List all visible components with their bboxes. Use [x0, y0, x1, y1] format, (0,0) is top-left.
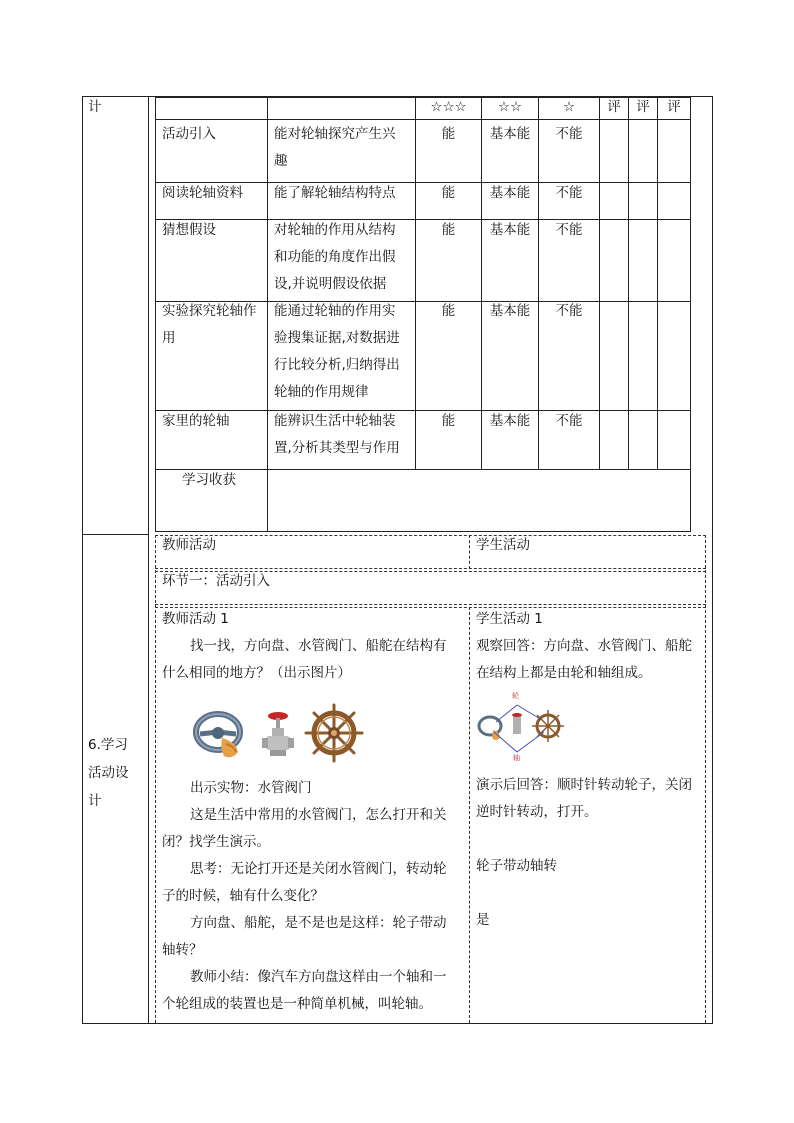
header-three-stars: ☆☆☆: [430, 99, 467, 115]
header-eval-1: 评: [607, 99, 621, 115]
steering-wheel-icon: [192, 704, 252, 762]
eval-line-7: [155, 531, 690, 532]
teacher-line: 教师小结：像汽车方向盘这样由一个轴和一: [190, 969, 447, 985]
row-name: 猜想假设: [162, 222, 216, 238]
row-desc: 行比较分析,归纳得出: [274, 357, 400, 373]
row-desc: 能对轮轴探究产生兴: [274, 126, 396, 142]
rating-basic: 基本能: [489, 413, 531, 429]
eval-vline-0: [155, 97, 156, 532]
rating-poor: 不能: [555, 126, 583, 142]
outer-left-border: [82, 96, 83, 1024]
teacher-header: 教师活动: [162, 537, 216, 553]
teacher-line: 思考：无论打开还是关闭水管阀门，转动轮: [190, 861, 447, 877]
student-line: 观察回答：方向盘、水管阀门、船舵: [476, 638, 692, 654]
axle-label: 轴: [513, 754, 520, 762]
row-name: 用: [162, 330, 176, 346]
act-line-4: [155, 607, 706, 608]
rating-good: 能: [441, 185, 456, 201]
row-desc: 能了解轮轴结构特点: [274, 185, 396, 201]
row-desc: 设,并说明假设依据: [274, 276, 387, 292]
rating-good: 能: [441, 303, 456, 319]
rating-poor: 不能: [555, 413, 583, 429]
teacher-line: 出示实物：水管阀门: [190, 780, 312, 796]
student-line: 逆时针转动，打开。: [476, 804, 598, 820]
wheel-axle-diagram: [476, 690, 568, 766]
outer-right-border: [712, 96, 713, 1024]
act-line-0: [155, 535, 706, 536]
teacher-line: 找一找，方向盘、水管阀门、船舵在结构有: [190, 638, 447, 654]
section-title: 环节一：活动引入: [162, 573, 270, 589]
wheel-label: 轮: [512, 692, 519, 700]
rating-good: 能: [441, 126, 456, 142]
row-name: 活动引入: [162, 126, 216, 142]
row-name: 家里的轮轴: [162, 413, 230, 429]
eval-vline-8: [690, 97, 691, 532]
row-desc: 验搜集证据,对数据进: [274, 330, 400, 346]
header-one-star: ☆: [562, 99, 576, 115]
eval-vline-1: [267, 97, 268, 532]
left-label-top: 计: [88, 99, 102, 115]
row-desc: 和功能的角度作出假: [274, 249, 396, 265]
header-eval-2: 评: [636, 99, 650, 115]
row-desc: 置,分析其类型与作用: [274, 440, 400, 456]
left-label-line3: 计: [88, 793, 102, 809]
student-line: 是: [476, 912, 490, 928]
header-eval-3: 评: [667, 99, 681, 115]
rating-good: 能: [441, 413, 456, 429]
teacher-line: 闭？找学生演示。: [162, 834, 270, 850]
teacher-line: 个轮组成的装置也是一种简单机械，叫轮轴。: [162, 996, 432, 1012]
eval-vline-7: [657, 97, 658, 470]
student-line: 演示后回答：顺时针转动轮子，关闭: [476, 777, 692, 793]
act-vline-left: [155, 535, 156, 1023]
student-header: 学生活动: [476, 537, 530, 553]
row-name: 实验探究轮轴作: [162, 303, 257, 319]
left-label-line2: 活动设: [88, 765, 129, 781]
rating-poor: 不能: [555, 303, 583, 319]
teacher-line: 子的时候，轴有什么变化？: [162, 888, 324, 904]
act-vline-mid-top: [469, 535, 470, 569]
rating-poor: 不能: [555, 222, 583, 238]
label-row-divider: [82, 534, 149, 535]
teacher-line: 什么相同的地方？（出示图片）: [162, 665, 351, 681]
rating-poor: 不能: [555, 185, 583, 201]
left-label-line1: 6.学习: [88, 737, 128, 753]
row-name: 阅读轮轴资料: [162, 185, 243, 201]
eval-vline-5: [599, 97, 600, 470]
teacher-line: 轴转？: [162, 942, 203, 958]
outer-bottom-border: [82, 1023, 713, 1024]
rating-basic: 基本能: [489, 185, 531, 201]
row-desc: 轮轴的作用规律: [274, 384, 369, 400]
label-column-divider: [148, 96, 149, 1024]
ship-wheel-icon: [304, 703, 364, 763]
student-line: 轮子带动轴转: [476, 858, 557, 874]
act-vline-mid: [469, 607, 470, 1023]
row-desc: 对轮轴的作用从结构: [274, 222, 396, 238]
student-line: 在结构上都是由轮和轴组成。: [476, 665, 652, 681]
student-activity-title: 学生活动 1: [476, 611, 543, 627]
harvest-label: 学习收获: [182, 472, 236, 488]
row-desc: 趣: [274, 153, 288, 169]
eval-vline-6: [628, 97, 629, 470]
act-line-3: [155, 604, 706, 605]
teacher-line: 方向盘、船舵，是不是也是这样：轮子带动: [190, 915, 447, 931]
rating-basic: 基本能: [489, 222, 531, 238]
row-desc: 能通过轮轴的作用实: [274, 303, 396, 319]
teacher-line: 这是生活中常用的水管阀门，怎么打开和关: [190, 807, 447, 823]
valve-icon: [262, 710, 294, 760]
rating-basic: 基本能: [489, 126, 531, 142]
row-desc: 能辨识生活中轮轴装: [274, 413, 396, 429]
rating-basic: 基本能: [489, 303, 531, 319]
teacher-activity-title: 教师活动 1: [162, 611, 229, 627]
rating-good: 能: [441, 222, 456, 238]
header-two-stars: ☆☆: [497, 99, 523, 115]
act-vline-right: [705, 535, 706, 1023]
